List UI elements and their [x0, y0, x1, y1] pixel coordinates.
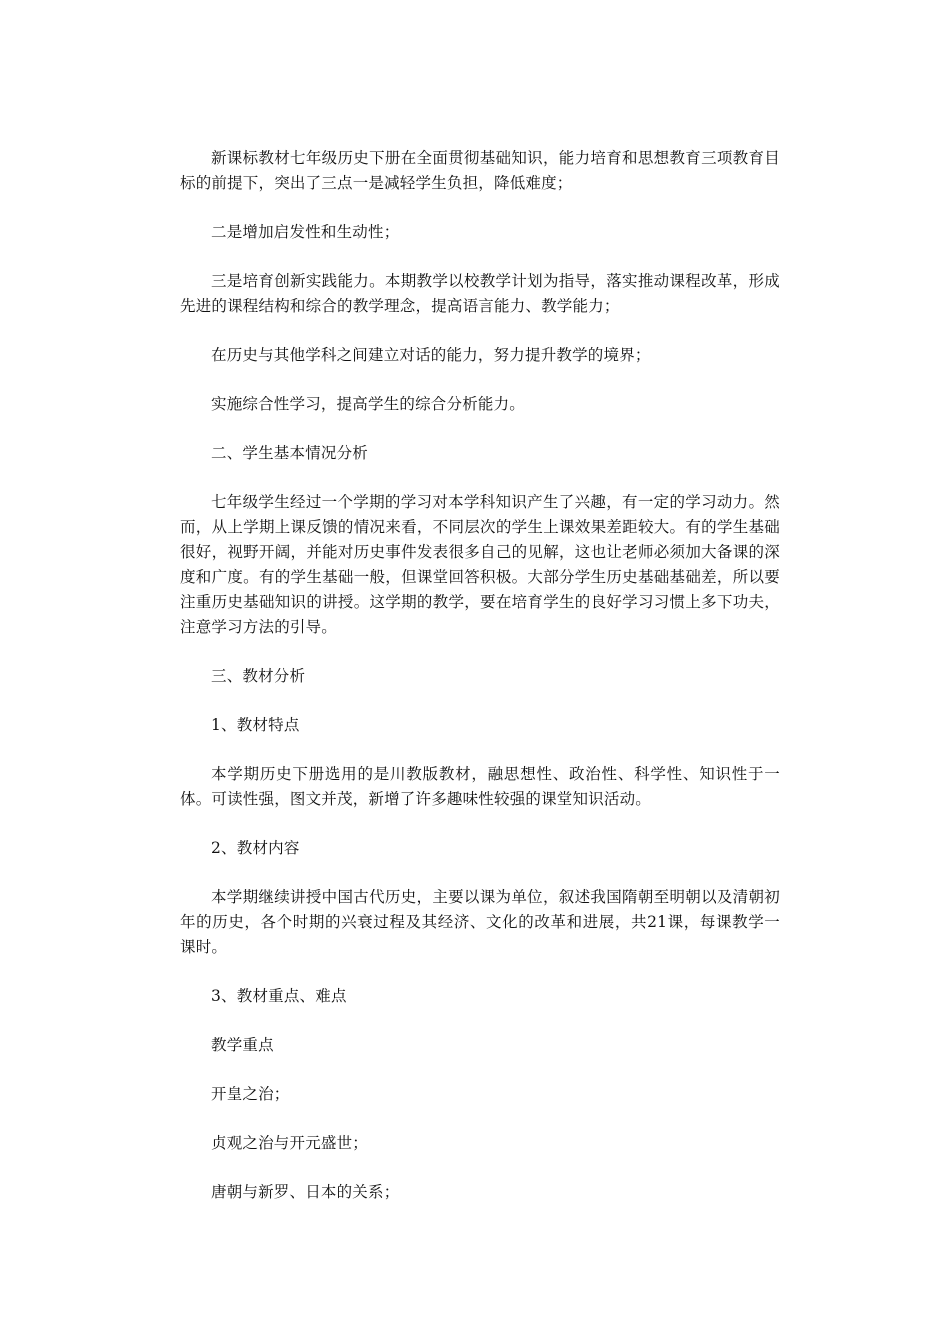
subheading-features: 1、教材特点 [211, 716, 300, 734]
paragraph-student-analysis: 七年级学生经过一个学期的学习对本学科知识产生了兴趣，有一定的学习动力。然而，从上学期上课反馈的情况来看，不同层次的学生上课效果差距较大。有的学生基础很好，视野开阔，并能对历史事件发表很多自己的见解，这也让老师必须加大备课的深度和广度。有的学生基础一般，但课堂回答积极。大部分学生历史基础基础差，所以要注重历史基础知识的讲授。这学期的教学，要在培育学生的良好学习习惯上多下功夫，注意学习方法的引导。 [180, 493, 780, 636]
section-heading-students: 二、学生基本情况分析 [211, 444, 369, 462]
paragraph-point-three: 三是培育创新实践能力。本期教学以校教学计划为指导，落实推动课程改革，形成先进的课程结构和综合的教学理念，提高语言能力、教学能力； [180, 272, 780, 315]
list-item: 开皇之治； [211, 1085, 290, 1103]
document-body [180, 146, 780, 1229]
paragraph-dialogue: 在历史与其他学科之间建立对话的能力，努力提升教学的境界； [211, 346, 651, 364]
paragraph-content: 本学期继续讲授中国古代历史，主要以课为单位，叙述我国隋朝至明朝以及清朝初年的历史，各个时期的兴衰过程及其经济、文化的改革和进展，共21课，每课教学一课时。 [180, 888, 780, 956]
paragraph-comprehensive: 实施综合性学习，提高学生的综合分析能力。 [211, 395, 526, 413]
subheading-key-points: 3、教材重点、难点 [211, 987, 347, 1005]
list-item: 唐朝与新罗、日本的关系； [211, 1183, 400, 1201]
subheading-content: 2、教材内容 [211, 839, 300, 857]
paragraph-intro: 新课标教材七年级历史下册在全面贯彻基础知识，能力培育和思想教育三项教育目标的前提下，突出了三点一是减轻学生负担，降低难度； [180, 149, 780, 192]
label-teaching-focus: 教学重点 [211, 1036, 274, 1054]
section-heading-textbook: 三、教材分析 [211, 667, 306, 685]
paragraph-point-two: 二是增加启发性和生动性； [211, 223, 400, 241]
paragraph-features: 本学期历史下册选用的是川教版教材，融思想性、政治性、科学性、知识性于一体。可读性强，图文并茂，新增了许多趣味性较强的课堂知识活动。 [180, 765, 780, 808]
list-item: 贞观之治与开元盛世； [211, 1134, 369, 1152]
